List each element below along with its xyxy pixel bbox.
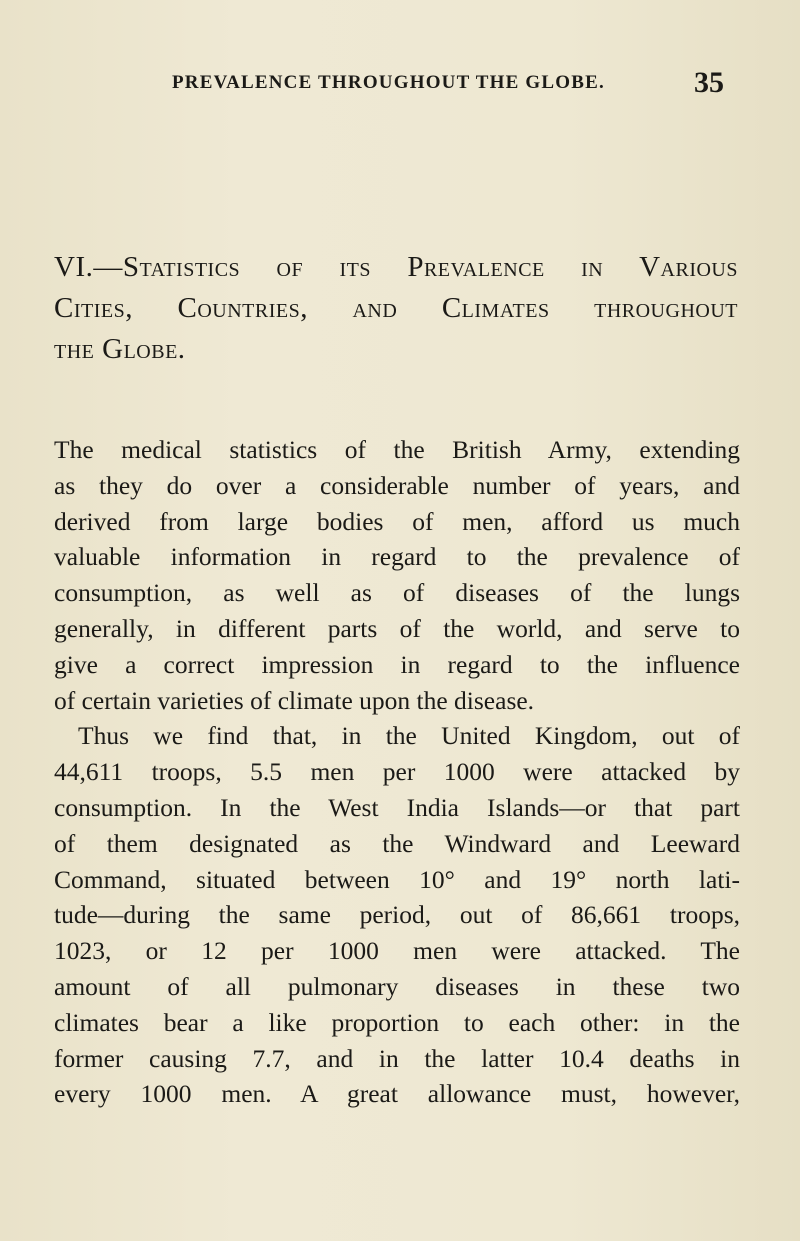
heading-line: Cities, Countries, and Climates throughout xyxy=(54,292,738,324)
paragraph-line: valuable information in regard to the prevalence of xyxy=(54,542,740,572)
paragraph-line: climates bear a like proportion to each other: in the xyxy=(54,1007,740,1037)
body-text xyxy=(54,432,740,1112)
paragraph-line: consumption, as well as of diseases of the lungs xyxy=(54,578,740,608)
paragraph-line: as they do over a considerable number of years, and xyxy=(54,470,740,500)
paragraph-line: derived from large bodies of men, afford us much xyxy=(54,506,740,536)
heading-line: VI.—Statistics of its Prevalence in Various xyxy=(54,251,738,283)
paragraph-line: of certain varieties of climate upon the disease. xyxy=(54,685,535,715)
page-number: 35 xyxy=(694,66,724,99)
paragraph-line: Thus we find that, in the United Kingdom, out of xyxy=(78,721,740,751)
running-title: PREVALENCE THROUGHOUT THE GLOBE. xyxy=(172,72,605,93)
paragraph-line: tude—during the same period, out of 86,661 troops, xyxy=(54,900,740,930)
running-head xyxy=(172,66,724,100)
paragraph-line: 1023, or 12 per 1000 men were attacked. The xyxy=(54,936,740,966)
paragraph-line: former causing 7.7, and in the latter 10.4 deaths in xyxy=(54,1043,740,1073)
paragraph-line: 44,611 troops, 5.5 men per 1000 were attacked by xyxy=(54,757,740,787)
paragraph-line: every 1000 men. A great allowance must, however, xyxy=(54,1079,740,1109)
paragraph-line: consumption. In the West India Islands—or that part xyxy=(54,792,740,822)
paragraph-line: The medical statistics of the British Army, extending xyxy=(54,435,740,464)
heading-line: the Globe. xyxy=(54,333,186,365)
paragraph-line: of them designated as the Windward and Leeward xyxy=(54,828,740,858)
paragraph-line: give a correct impression in regard to the influence xyxy=(54,649,740,679)
paragraph-line: amount of all pulmonary diseases in these two xyxy=(54,971,740,1001)
section-heading xyxy=(54,247,738,370)
paragraph-line: generally, in different parts of the world, and serve to xyxy=(54,613,740,643)
paragraph-line: Command, situated between 10° and 19° north lati- xyxy=(54,864,740,894)
